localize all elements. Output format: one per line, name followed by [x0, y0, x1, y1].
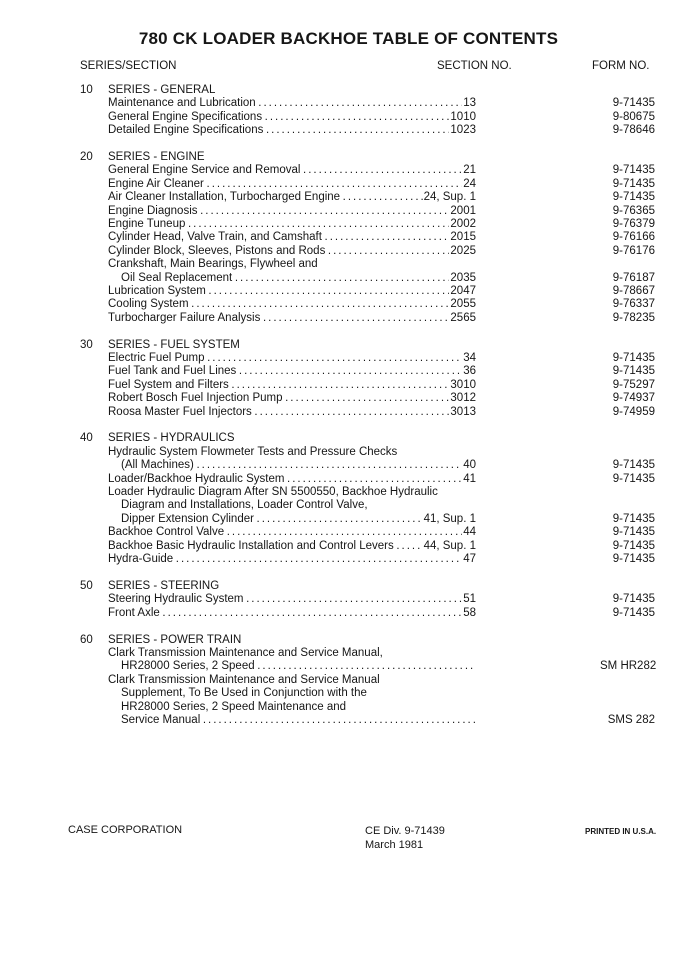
toc-entry-leader [121, 272, 476, 285]
series-number: 50 [80, 579, 93, 592]
toc-form-number: 9-71435 [612, 97, 655, 110]
toc-entry-row [0, 526, 697, 539]
toc-entry-leader [108, 352, 476, 365]
toc-section-number: 2025 [450, 244, 476, 257]
toc-entry-leader [121, 513, 476, 526]
series-header-row [0, 151, 697, 164]
toc-entry-label: Lubrication System . . . [108, 285, 476, 297]
toc-entry-label: Supplement, To Be Used in Conjunction with the [121, 687, 367, 700]
toc-entry-label: Clark Transmission Maintenance and Service Manual, [108, 646, 383, 659]
page-title: 780 CK LOADER BACKHOE TABLE OF CONTENTS [138, 29, 559, 48]
toc-entry-leader [108, 178, 476, 191]
toc-form-number: 9-76187 [612, 271, 655, 284]
toc-form-number: 9-71435 [612, 539, 655, 552]
toc-entry-row [0, 607, 697, 620]
toc-entry-leader [108, 191, 476, 204]
toc-entry-row [0, 258, 697, 271]
toc-entry-row [0, 687, 697, 700]
toc-section-number: 41, Sup. 1 [423, 512, 476, 525]
toc-section-number: 2055 [450, 298, 476, 311]
toc-form-number: SMS 282 [607, 713, 655, 726]
series-number: 10 [80, 84, 93, 96]
toc-section-number: 1010 [450, 110, 476, 123]
toc-section-number: 34 [463, 352, 476, 365]
toc-section-number: 13 [463, 97, 476, 110]
toc-entry-row [0, 191, 697, 204]
toc-section-number: 58 [463, 606, 476, 619]
toc-entry-row [0, 231, 697, 244]
toc-section-number: 41 [463, 472, 476, 485]
column-header-form: FORM NO. [592, 60, 650, 72]
toc-form-number: 9-75297 [612, 378, 655, 391]
toc-section-number: 21 [463, 164, 476, 177]
toc-entry-label: Robert Bosch Fuel Injection Pump . . . [108, 392, 476, 404]
toc-entry-row [0, 513, 697, 526]
series-title: SERIES - STEERING [108, 579, 220, 592]
toc-entry-label: Electric Fuel Pump . . . [108, 352, 476, 364]
toc-entry-leader [121, 714, 476, 727]
footer-division-block [365, 824, 445, 852]
toc-entry-leader [108, 312, 476, 325]
footer-corporation: CASE CORPORATION [68, 824, 183, 836]
toc-form-number: 9-71435 [612, 365, 655, 378]
toc-entry-label: Dipper Extension Cylinder . . . [121, 513, 476, 525]
toc-entry-row [0, 245, 697, 258]
toc-section-number: 40 [463, 459, 476, 472]
toc-entry-label: Steering Hydraulic System . . . [108, 593, 476, 605]
toc-entry-row [0, 674, 697, 687]
toc-entry-label: Roosa Master Fuel Injectors . . . [108, 406, 476, 418]
series-number: 30 [80, 338, 93, 351]
toc-section-number: 44, Sup. 1 [423, 539, 476, 552]
column-header-series: SERIES/SECTION [80, 60, 177, 72]
toc-entry-label: Engine Air Cleaner . . . [108, 178, 476, 190]
toc-entry-leader [108, 365, 476, 378]
toc-entry-row [0, 285, 697, 298]
footer-printed: PRINTED IN U.S.A. [585, 827, 657, 836]
toc-entry-row [0, 647, 697, 660]
toc-form-number: 9-80675 [612, 110, 655, 123]
toc-section-number: 51 [463, 593, 476, 606]
series-group [0, 634, 697, 728]
toc-entry-row [0, 298, 697, 311]
series-header-row [0, 634, 697, 647]
toc-entry-row [0, 486, 697, 499]
toc-entry-label: Clark Transmission Maintenance and Service Manual [108, 673, 380, 686]
toc-entry-label: Crankshaft, Main Bearings, Flywheel and [108, 258, 318, 271]
series-header-row [0, 432, 697, 445]
series-header-row [0, 580, 697, 593]
toc-form-number: 9-71435 [612, 164, 655, 177]
toc-section-number: 2565 [450, 311, 476, 324]
toc-section-number: 3013 [450, 405, 476, 418]
toc-entry-row [0, 379, 697, 392]
table-of-contents [0, 84, 697, 741]
toc-entry-row [0, 392, 697, 405]
series-title: SERIES - GENERAL [108, 84, 216, 96]
series-group [0, 151, 697, 325]
toc-section-number: 36 [463, 365, 476, 378]
toc-entry-row [0, 178, 697, 191]
toc-entry-label: Oil Seal Replacement . . . [121, 272, 476, 284]
toc-entry-row [0, 205, 697, 218]
toc-section-number: 2047 [450, 284, 476, 297]
series-header-row [0, 339, 697, 352]
series-group [0, 84, 697, 138]
toc-entry-label: Backhoe Basic Hydraulic Installation and Control Levers . . . [108, 540, 476, 552]
toc-entry-row [0, 499, 697, 512]
toc-entry-label: HR28000 Series, 2 Speed Maintenance and [121, 700, 347, 713]
toc-entry-leader [108, 526, 476, 539]
toc-form-number: 9-71435 [612, 352, 655, 365]
toc-section-number: 24, Sup. 1 [423, 191, 476, 204]
toc-entry-leader [108, 205, 476, 218]
toc-entry-leader [108, 97, 476, 110]
toc-entry-leader [108, 111, 476, 124]
toc-entry-row [0, 540, 697, 553]
toc-section-number: 3010 [450, 378, 476, 391]
series-group [0, 580, 697, 620]
toc-entry-row [0, 97, 697, 110]
series-title: SERIES - FUEL SYSTEM [108, 338, 240, 351]
series-number: 60 [80, 633, 93, 646]
toc-entry-leader [108, 473, 476, 486]
toc-entry-label: Diagram and Installations, Loader Control Valve, [121, 499, 368, 512]
toc-section-number: 44 [463, 526, 476, 539]
toc-entry-leader [108, 540, 476, 553]
toc-entry-row [0, 714, 697, 727]
toc-entry-row [0, 701, 697, 714]
toc-form-number: 9-78667 [612, 284, 655, 297]
toc-form-number: 9-71435 [612, 512, 655, 525]
toc-entry-leader [108, 164, 476, 177]
toc-entry-row [0, 473, 697, 486]
toc-entry-leader [108, 607, 476, 620]
footer-division: CE Div. 9-71439 [365, 825, 445, 837]
toc-entry-label: General Engine Service and Removal . . . [108, 164, 476, 176]
toc-form-number: 9-78235 [612, 311, 655, 324]
toc-entry-label: Detailed Engine Specifications . . . [108, 124, 476, 136]
toc-entry-label: Air Cleaner Installation, Turbocharged Engine . . . [108, 191, 476, 203]
toc-entry-label: Cooling System . . . [108, 298, 476, 310]
toc-entry-row [0, 365, 697, 378]
toc-form-number: 9-71435 [612, 526, 655, 539]
toc-form-number: 9-71435 [612, 606, 655, 619]
toc-form-number: 9-76365 [612, 204, 655, 217]
toc-form-number: 9-76166 [612, 231, 655, 244]
toc-entry-label: Fuel System and Filters . . . [108, 379, 476, 391]
toc-form-number: 9-74937 [612, 392, 655, 405]
toc-entry-label: Cylinder Block, Sleeves, Pistons and Rods . . . [108, 245, 476, 257]
series-number: 20 [80, 151, 93, 164]
series-group [0, 432, 697, 566]
toc-section-number: 2002 [450, 218, 476, 231]
toc-entry-row [0, 459, 697, 472]
toc-form-number: 9-76337 [612, 298, 655, 311]
toc-entry-row [0, 593, 697, 606]
toc-form-number: 9-71435 [612, 459, 655, 472]
toc-entry-label: (All Machines) . . . [121, 459, 476, 471]
toc-section-number: 2015 [450, 231, 476, 244]
toc-entry-label: Cylinder Head, Valve Train, and Camshaft . . . [108, 231, 476, 243]
toc-entry-label: Maintenance and Lubrication . . . [108, 97, 476, 109]
toc-entry-row [0, 312, 697, 325]
toc-section-number: 1023 [450, 124, 476, 137]
toc-entry-row [0, 406, 697, 419]
toc-entry-label: Turbocharger Failure Analysis . . . [108, 312, 476, 324]
toc-entry-label: Front Axle . . . [108, 607, 476, 619]
toc-entry-leader [108, 231, 476, 244]
series-header-row [0, 84, 697, 97]
toc-form-number: 9-71435 [612, 553, 655, 565]
toc-form-number: 9-76176 [612, 244, 655, 257]
series-title: SERIES - POWER TRAIN [108, 633, 242, 646]
toc-entry-leader [121, 459, 476, 472]
toc-form-number: 9-71435 [612, 593, 655, 606]
toc-entry-row [0, 553, 697, 566]
toc-form-number: SM HR282 [600, 660, 657, 673]
toc-entry-row [0, 218, 697, 231]
toc-entry-leader [108, 298, 476, 311]
toc-entry-row [0, 352, 697, 365]
series-title: SERIES - HYDRAULICS [108, 432, 235, 445]
toc-entry-label: Hydra-Guide . . . [108, 553, 476, 565]
toc-form-number: 9-78646 [612, 124, 655, 137]
toc-entry-leader [108, 593, 476, 606]
toc-entry-leader [108, 124, 476, 137]
toc-entry-label: Engine Diagnosis . . . [108, 205, 476, 217]
toc-form-number: 9-76379 [612, 218, 655, 231]
toc-entry-label: Loader Hydraulic Diagram After SN 5500550, Backhoe Hydraulic [108, 486, 438, 499]
toc-entry-row [0, 272, 697, 285]
toc-section-number: 2035 [450, 271, 476, 284]
series-title: SERIES - ENGINE [108, 151, 205, 164]
toc-entry-row [0, 660, 697, 673]
toc-section-number: 47 [463, 553, 476, 565]
toc-entry-row [0, 111, 697, 124]
toc-entry-leader [108, 285, 476, 298]
toc-form-number: 9-71435 [612, 472, 655, 485]
toc-entry-leader [108, 379, 476, 392]
toc-entry-leader [108, 218, 476, 231]
toc-entry-leader [108, 406, 476, 419]
toc-entry-label: Engine Tuneup . . . [108, 218, 476, 230]
footer-date: March 1981 [365, 839, 424, 851]
toc-entry-label: Backhoe Control Valve . . . [108, 526, 476, 538]
toc-entry-label: HR28000 Series, 2 Speed . . . [121, 660, 476, 672]
toc-entry-row [0, 446, 697, 459]
toc-entry-leader [121, 660, 476, 673]
toc-entry-leader [108, 553, 476, 566]
toc-entry-label: Service Manual . . . [121, 714, 476, 726]
toc-entry-label: Loader/Backhoe Hydraulic System . . . [108, 473, 476, 485]
toc-section-number: 2001 [450, 204, 476, 217]
toc-entry-label: General Engine Specifications . . . [108, 111, 476, 123]
toc-form-number: 9-71435 [612, 191, 655, 204]
column-header-section: SECTION NO. [437, 60, 512, 72]
toc-section-number: 3012 [450, 392, 476, 405]
toc-form-number: 9-74959 [612, 405, 655, 418]
toc-entry-row [0, 124, 697, 137]
series-number: 40 [80, 432, 93, 445]
toc-entry-leader [108, 245, 476, 258]
toc-entry-label: Fuel Tank and Fuel Lines . . . [108, 365, 476, 377]
toc-entry-row [0, 164, 697, 177]
toc-section-number: 24 [463, 177, 476, 190]
toc-form-number: 9-71435 [612, 177, 655, 190]
toc-entry-leader [108, 392, 476, 405]
series-group [0, 339, 697, 419]
toc-entry-label: Hydraulic System Flowmeter Tests and Pressure Checks [108, 445, 398, 458]
